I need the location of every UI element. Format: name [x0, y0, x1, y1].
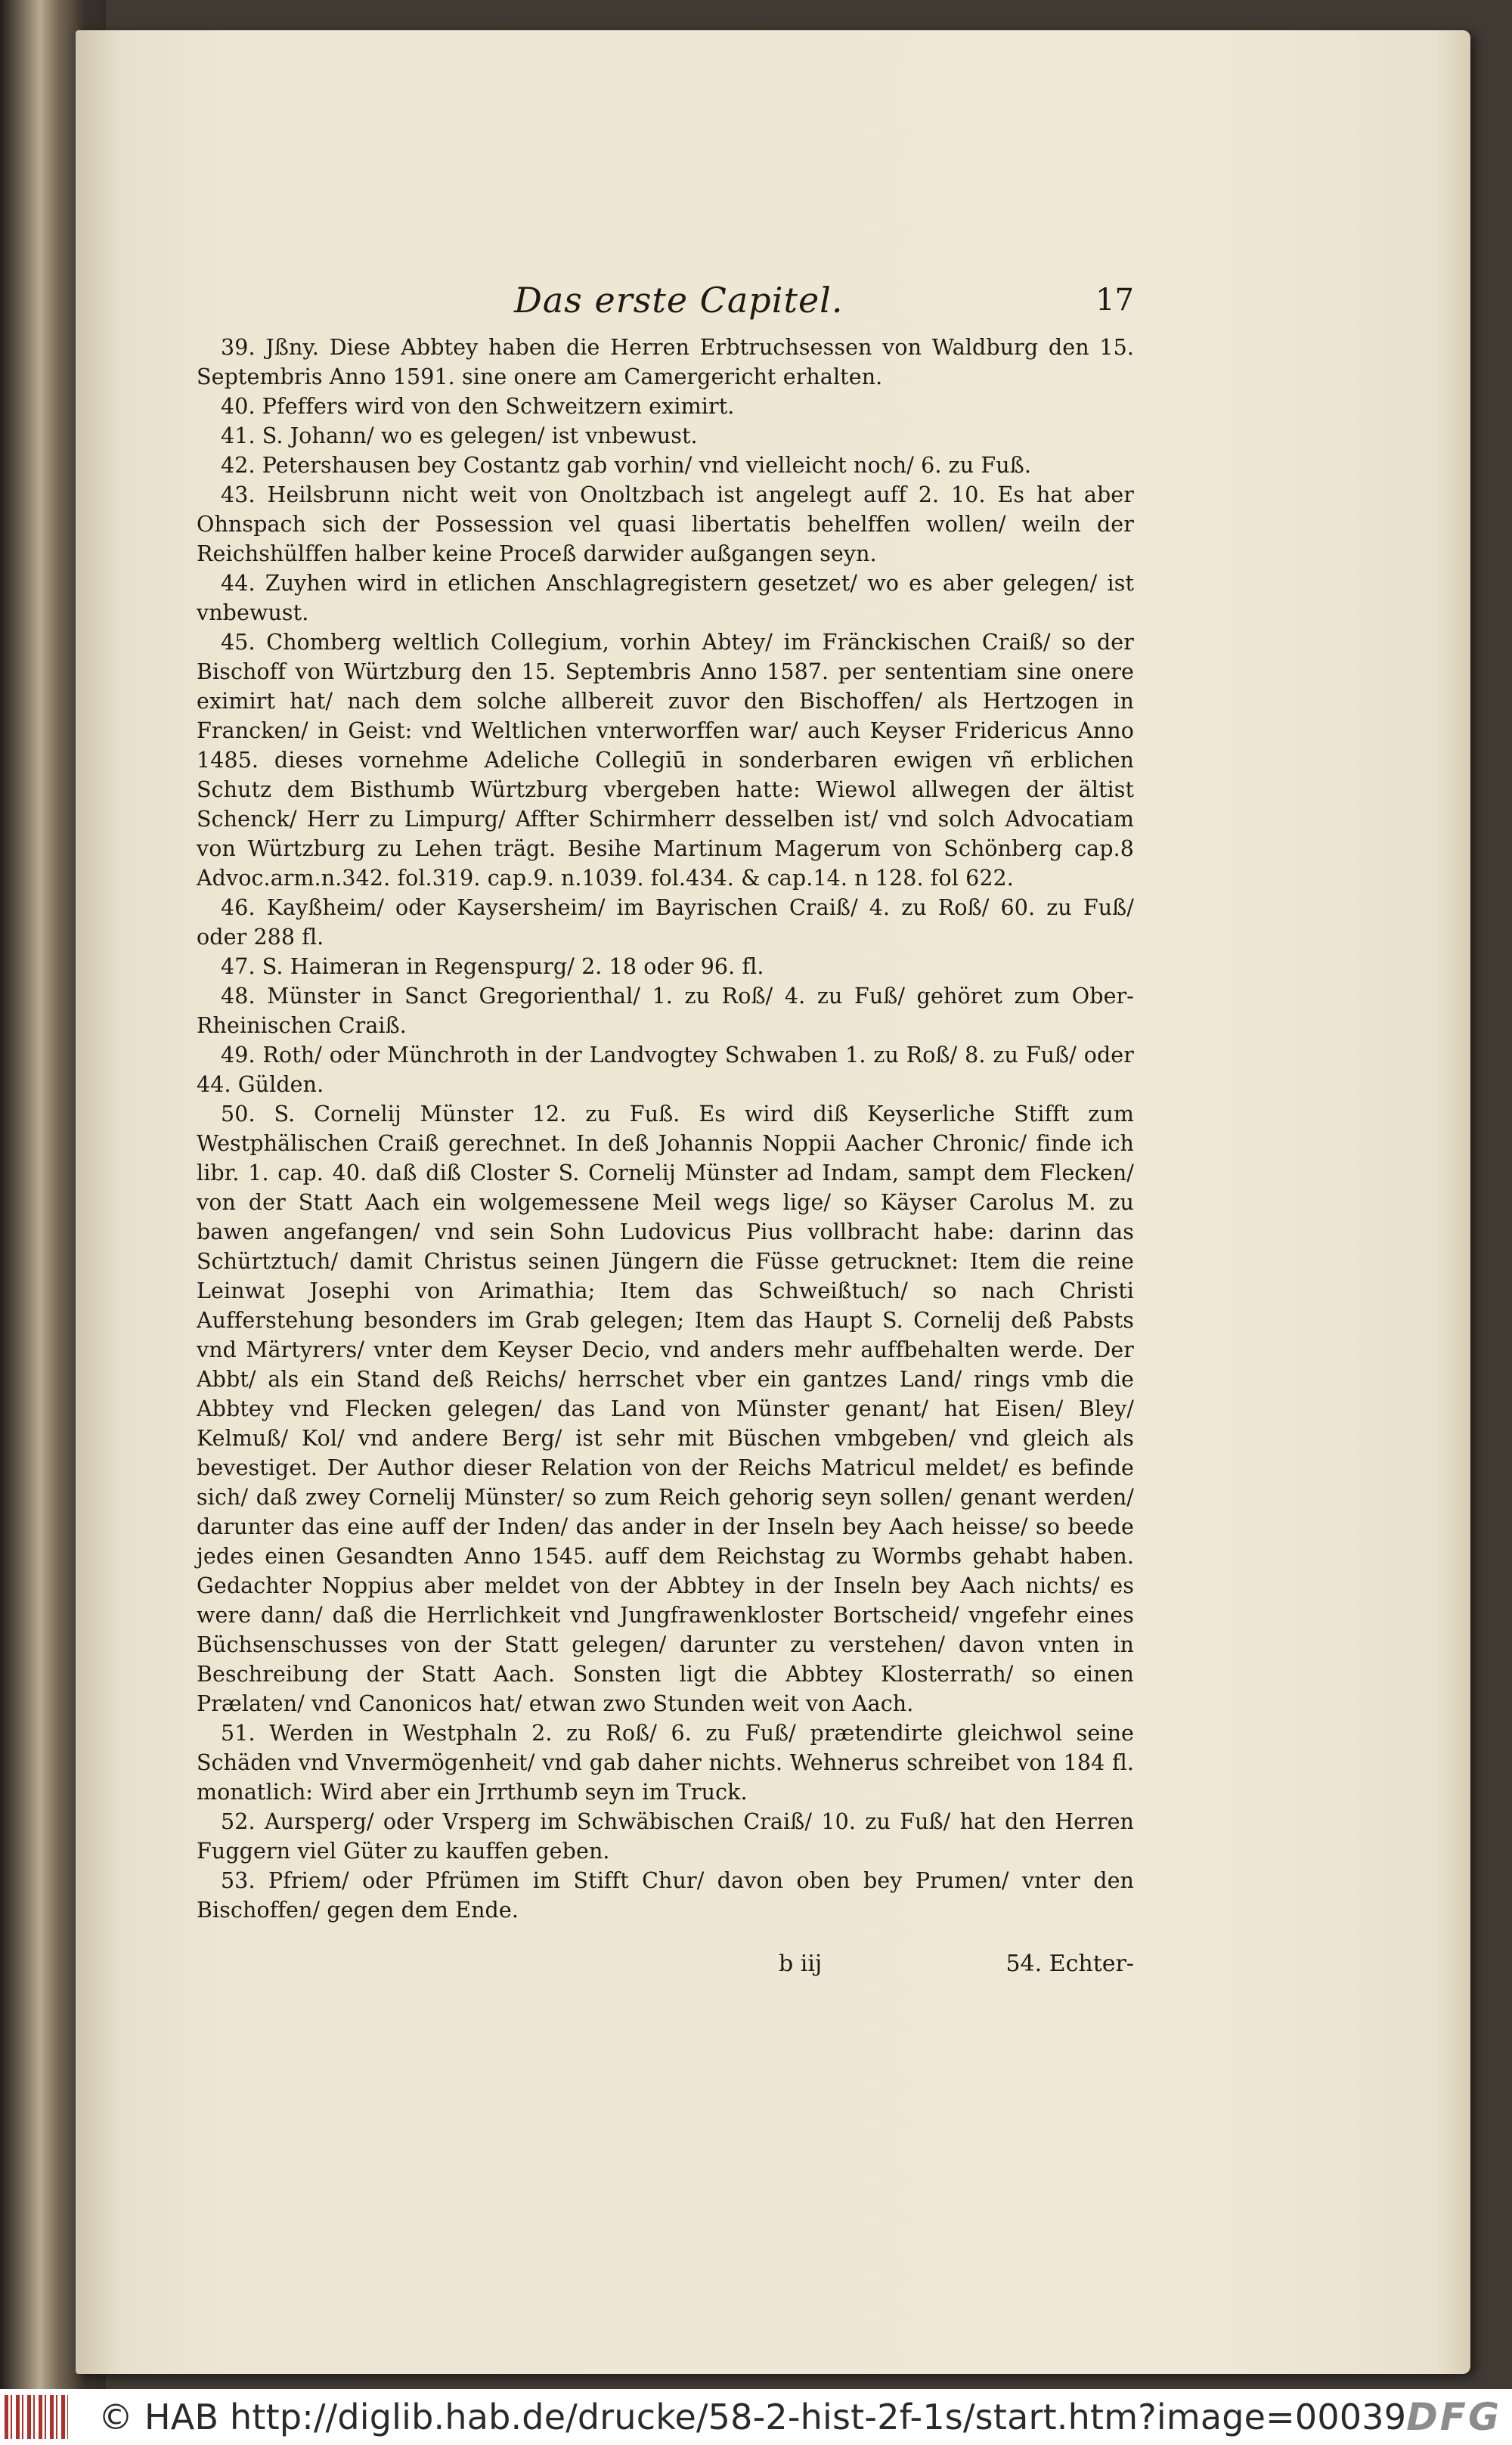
- source-link[interactable]: © HAB http://diglib.hab.de/drucke/58-2-hist-2f-1s/start.htm?image=00039: [98, 2397, 1407, 2437]
- entry-40: 40. Pfeffers wird von den Schweitzern eximirt.: [221, 394, 735, 419]
- running-head: [197, 280, 1134, 333]
- entry-53: 53. Pfriem/ oder Pfrümen im Stifft Chur/ davon oben bey Prumen/ vnter den Bischoffen/ gegen dem Ende.: [197, 1868, 1134, 1923]
- entry-45: 45. Chomberg weltlich Collegium, vorhin Abtey/ im Fränckischen Craiß/ so der Bischoff von Würtzburg den 15. Septembris Anno 1587. per sententiam sine onere eximirt hat/ nach dem solche allbereit zuvor den Bischoffen/ als Hertzogen in Francken/ in Geist: vnd Weltlichen vnterworffen war/ auch Keyser Fridericus Anno 1485. dieses vornehme Adeliche Collegiū in sonderbaren ewigen vñ erblichen Schutz dem Bisthumb Würtzburg vbergeben hatte: Wiewol allwegen der ältist Schenck/ Herr zu Limpurg/ Affter Schirmherr desselben ist/ vnd solch Advocatiam von Würtzburg zu Lehen trägt. Besihe Martinum Magerum von Schönberg cap.8 Advoc.arm.n.342. fol.319. cap.9. n.1039. fol.434. & cap.14. n 128. fol 622.: [197, 630, 1134, 891]
- entry-48: 48. Münster in Sanct Gregorienthal/ 1. zu Roß/ 4. zu Fuß/ gehöret zum Ober-Rheinischen Craiß.: [197, 984, 1134, 1038]
- credit-bar: [0, 2389, 1512, 2445]
- entry-52: 52. Aursperg/ oder Vrsperg im Schwäbischen Craiß/ 10. zu Fuß/ hat den Herren Fuggern viel Güter zu kauffen geben.: [197, 1809, 1134, 1864]
- catchword: 54. Echter-: [1005, 1951, 1134, 1977]
- text-block: [197, 280, 1134, 1996]
- entry-47: 47. S. Haimeran in Regenspurg/ 2. 18 oder 96. fl.: [221, 954, 764, 979]
- entry-44: 44. Zuyhen wird in etlichen Anschlagregistern gesetzet/ wo es aber gelegen/ ist vnbewust.: [197, 571, 1134, 625]
- page-number: 17: [1095, 283, 1134, 318]
- entry-43: 43. Heilsbrunn nicht weit von Onoltzbach ist angelegt auff 2. 10. Es hat aber Ohnspach sich der Possession vel quasi libertatis behelffen wollen/ weiln der Reichshülffen halber keine Proceß darwider außgangen seyn.: [197, 482, 1134, 566]
- entry-49: 49. Roth/ oder Münchroth in der Landvogtey Schwaben 1. zu Roß/ 8. zu Fuß/ oder 44. Gülden.: [197, 1043, 1134, 1097]
- page-title: Das erste Capitel.: [514, 280, 844, 321]
- page-footer: [197, 1951, 1134, 1996]
- entry-39: 39. Jßny. Diese Abbtey haben die Herren Erbtruchsessen von Waldburg den 15. Septembris Anno 1591. sine onere am Camergericht erhalten.: [197, 335, 1134, 389]
- entry-50: 50. S. Cornelij Münster 12. zu Fuß. Es wird diß Keyserliche Stifft zum Westphälischen Craiß gerechnet. In deß Johannis Noppii Aacher Chronic/ finde ich libr. 1. cap. 40. daß diß Closter S. Cornelij Münster ad Indam, sampt dem Flecken/ von der Statt Aach ein wolgemessene Meil wegs lige/ so Käyser Carolus M. zu bawen angefangen/ vnd sein Sohn Ludovicus Pius vollbracht habe: darinn das Schürtztuch/ damit Christus seinen Jüngern die Füsse getrucknet: Item die reine Leinwat Josephi von Arimathia; Item das Schweißtuch/ so nach Christi Aufferstehung besonders im Grab gelegen; Item das Haupt S. Cornelij deß Pabsts vnd Märtyrers/ vnter dem Keyser Decio, vnd anders mehr auffbehalten werde. Der Abbt/ als ein Stand deß Reichs/ herrschet vber ein gantzes Land/ rings vmb die Abbtey vnd Flecken gelegen/ das Land von Münster genant/ hat Eisen/ Bley/ Kelmuß/ Kol/ vnd andere Berg/ ist sehr mit Büschen vmbgeben/ vnd gleich als bevestiget. Der Author dieser Relation von der Reichs Matricul meldet/ es befinde sich/ daß zwey Cornelij Münster/ so zum Reich gehorig seyn sollen/ genant werden/ darunter das eine auff der Inden/ das ander in der Inseln bey Aach heisse/ so beede jedes einen Gesandten Anno 1545. auff dem Reichstag zu Wormbs gehabt haben. Gedachter Noppius aber meldet von der Abbtey in der Inseln bey Aach nichts/ es were dann/ daß die Herrlichkeit vnd Jungfrawenkloster Bortscheid/ vngefehr eines Büchsenschusses von der Statt gelegen/ darunter zu verstehen/ davon vnten in Beschreibung der Statt Aach. Sonsten ligt die Abbtey Klosterrath/ so einen Prælaten/ vnd Canonicos hat/ etwan zwo Stunden weit von Aach.: [197, 1102, 1134, 1716]
- entry-46: 46. Kayßheim/ oder Kaysersheim/ im Bayrischen Craiß/ 4. zu Roß/ 60. zu Fuß/ oder 288 fl.: [197, 895, 1134, 950]
- dfg-logo: DFG: [1406, 2395, 1501, 2439]
- signature-mark: b iij: [779, 1951, 823, 1977]
- barcode-icon: [5, 2395, 68, 2439]
- entry-42: 42. Petershausen bey Costantz gab vorhin/ vnd vielleicht noch/ 6. zu Fuß.: [221, 453, 1031, 478]
- book-page: [76, 30, 1470, 2374]
- entry-41: 41. S. Johann/ wo es gelegen/ ist vnbewust.: [221, 423, 698, 448]
- entry-51: 51. Werden in Westphaln 2. zu Roß/ 6. zu Fuß/ prætendirte gleichwol seine Schäden vnd Vnvermögenheit/ vnd gab daher nichts. Wehnerus schreibet von 184 fl. monatlich: Wird aber ein Jrrthumb seyn im Truck.: [197, 1721, 1134, 1805]
